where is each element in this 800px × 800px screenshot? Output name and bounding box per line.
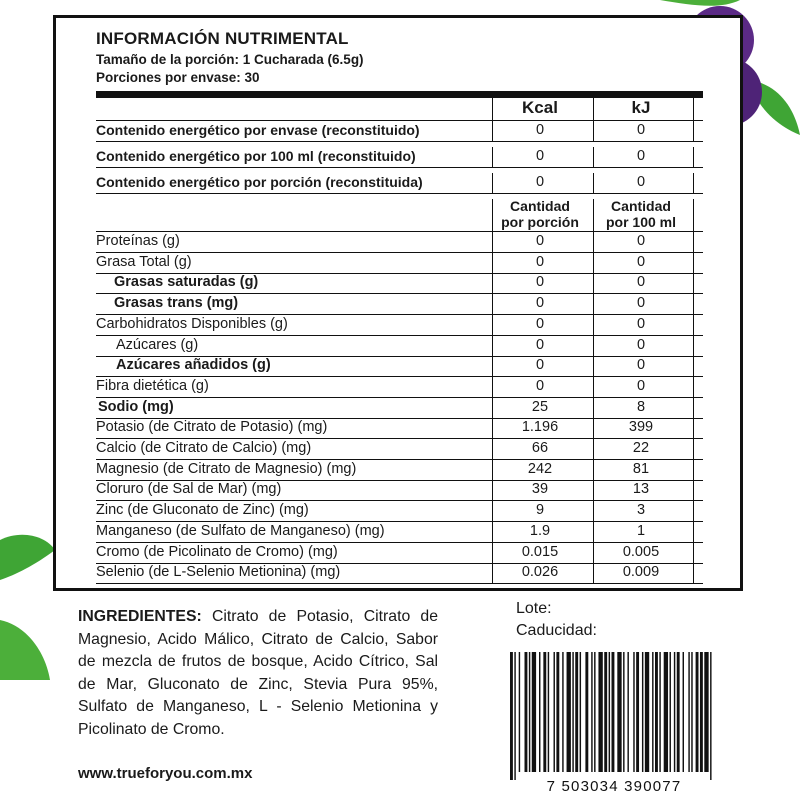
barcode-bar bbox=[539, 652, 540, 772]
barcode-bar bbox=[554, 652, 555, 772]
barcode bbox=[498, 650, 738, 800]
barcode-bar bbox=[594, 652, 595, 772]
ingredients-heading: INGREDIENTES: bbox=[78, 608, 202, 625]
column-divider bbox=[593, 98, 594, 121]
row-label: Contenido energético por 100 ml (reconstituido) bbox=[96, 148, 416, 164]
barcode-bar bbox=[642, 652, 643, 772]
column-header-line: por 100 ml bbox=[605, 214, 677, 230]
row-label: Manganeso (de Sulfato de Manganeso) (mg) bbox=[96, 522, 385, 539]
column-divider bbox=[693, 232, 694, 253]
barcode-bar bbox=[532, 652, 536, 772]
row-label: Potasio (de Citrato de Potasio) (mg) bbox=[96, 419, 328, 436]
column-divider bbox=[492, 98, 493, 121]
column-header-line: Cantidad bbox=[510, 198, 570, 214]
nutrient-row bbox=[96, 377, 703, 398]
row-value-1: 1.196 bbox=[521, 419, 559, 436]
panel-title: INFORMACIÓN NUTRIMENTAL bbox=[96, 29, 349, 48]
row-value-2: 0.005 bbox=[622, 543, 660, 560]
column-divider bbox=[693, 356, 694, 377]
nutrient-row bbox=[96, 356, 703, 377]
barcode-bar bbox=[572, 652, 573, 772]
nutrient-header-row bbox=[96, 199, 703, 232]
row-value-2: 3 bbox=[636, 502, 646, 519]
nutrient-row bbox=[96, 232, 703, 253]
row-value-1: 0 bbox=[535, 336, 545, 353]
row-label: Azúcares (g) bbox=[116, 336, 199, 353]
row-value-1: 25 bbox=[531, 398, 549, 415]
nutrition-facts-panel bbox=[53, 15, 743, 591]
barcode-bar bbox=[525, 652, 528, 772]
nutrient-row bbox=[96, 294, 703, 315]
thick-divider bbox=[96, 91, 703, 98]
servings-per-container: Porciones por envase: 30 bbox=[96, 70, 260, 85]
row-value-1: 0 bbox=[535, 274, 545, 291]
barcode-bar bbox=[627, 652, 628, 772]
nutrient-row bbox=[96, 418, 703, 439]
row-label: Sodio (mg) bbox=[98, 398, 174, 415]
ingredients-text: Citrato de Potasio, Citrato de Magnesio, Acido Málico, Citrato de Calcio, Sabor de mezcla de frutos de bosque, Acido Cítrico, Sal de Mar, Gluconato de Zinc, Stevia Pura 95%, Sulfato de Manganeso, L - Selenio Metionina y Picolinato de Cromo. bbox=[78, 608, 438, 738]
barcode-bar bbox=[604, 652, 607, 772]
barcode-bar bbox=[704, 652, 708, 772]
row-divider bbox=[96, 583, 703, 584]
barcode-bar bbox=[556, 652, 559, 772]
row-value-2: 0 bbox=[636, 122, 646, 138]
column-divider bbox=[693, 543, 694, 564]
column-divider bbox=[693, 315, 694, 336]
row-value-2: 0 bbox=[636, 315, 646, 332]
column-divider bbox=[693, 253, 694, 274]
barcode-bar bbox=[655, 652, 658, 772]
row-value-2: 0 bbox=[636, 357, 646, 374]
nutrient-row bbox=[96, 563, 703, 584]
row-value-1: 0 bbox=[535, 315, 545, 332]
serving-size: Tamaño de la porción: 1 Cucharada (6.5g) bbox=[96, 52, 364, 67]
nutrient-row bbox=[96, 460, 703, 481]
column-divider bbox=[693, 418, 694, 439]
row-label: Cromo (de Picolinato de Cromo) (mg) bbox=[96, 543, 338, 560]
barcode-bar bbox=[652, 652, 653, 772]
row-value-1: 0 bbox=[535, 253, 545, 270]
row-value-1: 0 bbox=[535, 122, 545, 138]
row-label: Grasas trans (mg) bbox=[114, 295, 239, 312]
row-value-1: 242 bbox=[527, 460, 553, 477]
row-label: Fibra dietética (g) bbox=[96, 377, 209, 394]
row-label: Zinc (de Gluconato de Zinc) (mg) bbox=[96, 502, 309, 519]
column-header-kj: kJ bbox=[631, 98, 651, 117]
column-header-kcal: Kcal bbox=[522, 98, 558, 117]
barcode-bar bbox=[548, 652, 549, 772]
nutrient-row bbox=[96, 501, 703, 522]
row-value-1: 0 bbox=[535, 148, 545, 164]
row-value-2: 0 bbox=[636, 174, 646, 190]
row-label: Proteínas (g) bbox=[96, 233, 180, 249]
barcode-bar bbox=[591, 652, 592, 772]
column-divider bbox=[693, 98, 694, 121]
row-value-2: 0.009 bbox=[622, 564, 660, 581]
barcode-bar bbox=[710, 652, 711, 780]
leaf-icon bbox=[0, 535, 55, 580]
row-label: Contenido energético por envase (reconstituido) bbox=[96, 122, 420, 138]
barcode-bar bbox=[659, 652, 660, 772]
barcode-bar bbox=[636, 652, 639, 772]
nutrient-row bbox=[96, 543, 703, 564]
row-value-2: 0 bbox=[636, 274, 646, 291]
column-divider bbox=[693, 398, 694, 419]
nutrient-row bbox=[96, 336, 703, 357]
energy-row bbox=[96, 147, 703, 168]
row-label: Selenio (de L-Selenio Metionina) (mg) bbox=[96, 564, 341, 581]
column-divider bbox=[693, 199, 694, 232]
barcode-bar bbox=[529, 652, 530, 772]
row-value-2: 8 bbox=[636, 398, 646, 415]
lote-label: Lote: bbox=[516, 600, 552, 617]
nutrient-row bbox=[96, 439, 703, 460]
row-value-2: 0 bbox=[636, 295, 646, 312]
barcode-bar bbox=[510, 652, 513, 780]
row-value-1: 39 bbox=[531, 481, 549, 498]
barcode-bar bbox=[598, 652, 602, 772]
row-label: Grasas saturadas (g) bbox=[114, 274, 259, 291]
row-value-1: 1.9 bbox=[529, 522, 551, 539]
nutrient-row bbox=[96, 398, 703, 419]
row-value-2: 1 bbox=[636, 522, 646, 539]
row-value-1: 0 bbox=[535, 357, 545, 374]
row-label: Cloruro (de Sal de Mar) (mg) bbox=[96, 481, 282, 498]
row-label: Calcio (de Citrato de Calcio) (mg) bbox=[96, 440, 312, 456]
row-value-1: 0 bbox=[535, 377, 545, 394]
energy-header-row bbox=[96, 98, 703, 121]
nutrient-row bbox=[96, 480, 703, 501]
barcode-bar bbox=[670, 652, 671, 772]
row-value-1: 0 bbox=[535, 233, 545, 249]
column-divider bbox=[693, 336, 694, 357]
column-divider bbox=[693, 121, 694, 142]
column-divider bbox=[693, 480, 694, 501]
barcode-bar bbox=[580, 652, 581, 772]
column-divider bbox=[693, 294, 694, 315]
row-value-2: 22 bbox=[632, 440, 650, 456]
caducidad-label: Caducidad: bbox=[516, 622, 597, 639]
row-value-1: 0 bbox=[535, 174, 545, 190]
column-divider bbox=[693, 563, 694, 584]
column-divider bbox=[693, 147, 694, 168]
barcode-bar bbox=[567, 652, 571, 772]
barcode-bar bbox=[543, 652, 546, 772]
barcode-bar bbox=[633, 652, 634, 772]
barcode-number: 7 503034 390077 bbox=[546, 778, 682, 795]
row-label: Contenido energético por porción (reconstituida) bbox=[96, 174, 423, 190]
row-value-2: 0 bbox=[636, 336, 646, 353]
energy-row bbox=[96, 121, 703, 142]
row-value-1: 0 bbox=[535, 295, 545, 312]
lot-info bbox=[516, 598, 597, 642]
row-label: Azúcares añadidos (g) bbox=[116, 357, 271, 374]
barcode-bar bbox=[674, 652, 675, 772]
column-divider bbox=[693, 273, 694, 294]
nutrient-row bbox=[96, 522, 703, 543]
barcode-bar bbox=[519, 652, 520, 772]
row-value-2: 0 bbox=[636, 233, 646, 249]
row-value-1: 66 bbox=[531, 440, 549, 456]
barcode-bar bbox=[514, 652, 515, 780]
barcode-bar bbox=[691, 652, 692, 772]
row-divider bbox=[96, 141, 703, 142]
row-value-2: 81 bbox=[632, 460, 650, 477]
barcode-bar bbox=[575, 652, 578, 772]
nutrient-row bbox=[96, 315, 703, 336]
row-divider bbox=[96, 167, 703, 168]
barcode-bar bbox=[612, 652, 615, 772]
barcode-bar bbox=[645, 652, 649, 772]
row-value-1: 0.015 bbox=[521, 543, 559, 560]
column-header-line: Cantidad bbox=[611, 198, 671, 214]
row-value-1: 0.026 bbox=[521, 564, 559, 581]
ingredients-block bbox=[78, 606, 438, 742]
column-divider bbox=[693, 460, 694, 481]
barcode-bar bbox=[609, 652, 610, 772]
column-divider bbox=[593, 199, 594, 232]
barcode-bar bbox=[700, 652, 703, 772]
nutrient-row bbox=[96, 253, 703, 274]
barcode-bar bbox=[688, 652, 689, 772]
row-value-2: 13 bbox=[632, 481, 650, 498]
column-divider bbox=[693, 377, 694, 398]
column-divider bbox=[492, 199, 493, 232]
row-value-2: 0 bbox=[636, 377, 646, 394]
row-value-1: 9 bbox=[535, 502, 545, 519]
nutrient-row bbox=[96, 273, 703, 294]
website-url: www.trueforyou.com.mx bbox=[78, 765, 253, 782]
barcode-bar bbox=[585, 652, 588, 772]
row-label: Magnesio (de Citrato de Magnesio) (mg) bbox=[96, 460, 357, 477]
row-divider bbox=[96, 193, 703, 194]
column-divider bbox=[693, 173, 694, 194]
row-value-2: 0 bbox=[636, 253, 646, 270]
barcode-bar bbox=[664, 652, 668, 772]
column-divider bbox=[693, 522, 694, 543]
barcode-bar bbox=[617, 652, 621, 772]
barcode-bar bbox=[562, 652, 563, 772]
barcode-bars bbox=[510, 652, 712, 780]
row-label: Carbohidratos Disponibles (g) bbox=[96, 315, 288, 332]
column-divider bbox=[693, 439, 694, 460]
row-value-2: 0 bbox=[636, 148, 646, 164]
barcode-bar bbox=[677, 652, 680, 772]
leaf-icon bbox=[660, 0, 740, 6]
barcode-bar bbox=[623, 652, 624, 772]
column-divider bbox=[693, 501, 694, 522]
row-value-2: 399 bbox=[628, 419, 654, 436]
barcode-bar bbox=[696, 652, 699, 772]
leaf-icon bbox=[0, 620, 50, 680]
row-label: Grasa Total (g) bbox=[96, 253, 192, 270]
barcode-bar bbox=[683, 652, 684, 772]
column-header-line: por porción bbox=[501, 214, 579, 230]
energy-row bbox=[96, 173, 703, 194]
